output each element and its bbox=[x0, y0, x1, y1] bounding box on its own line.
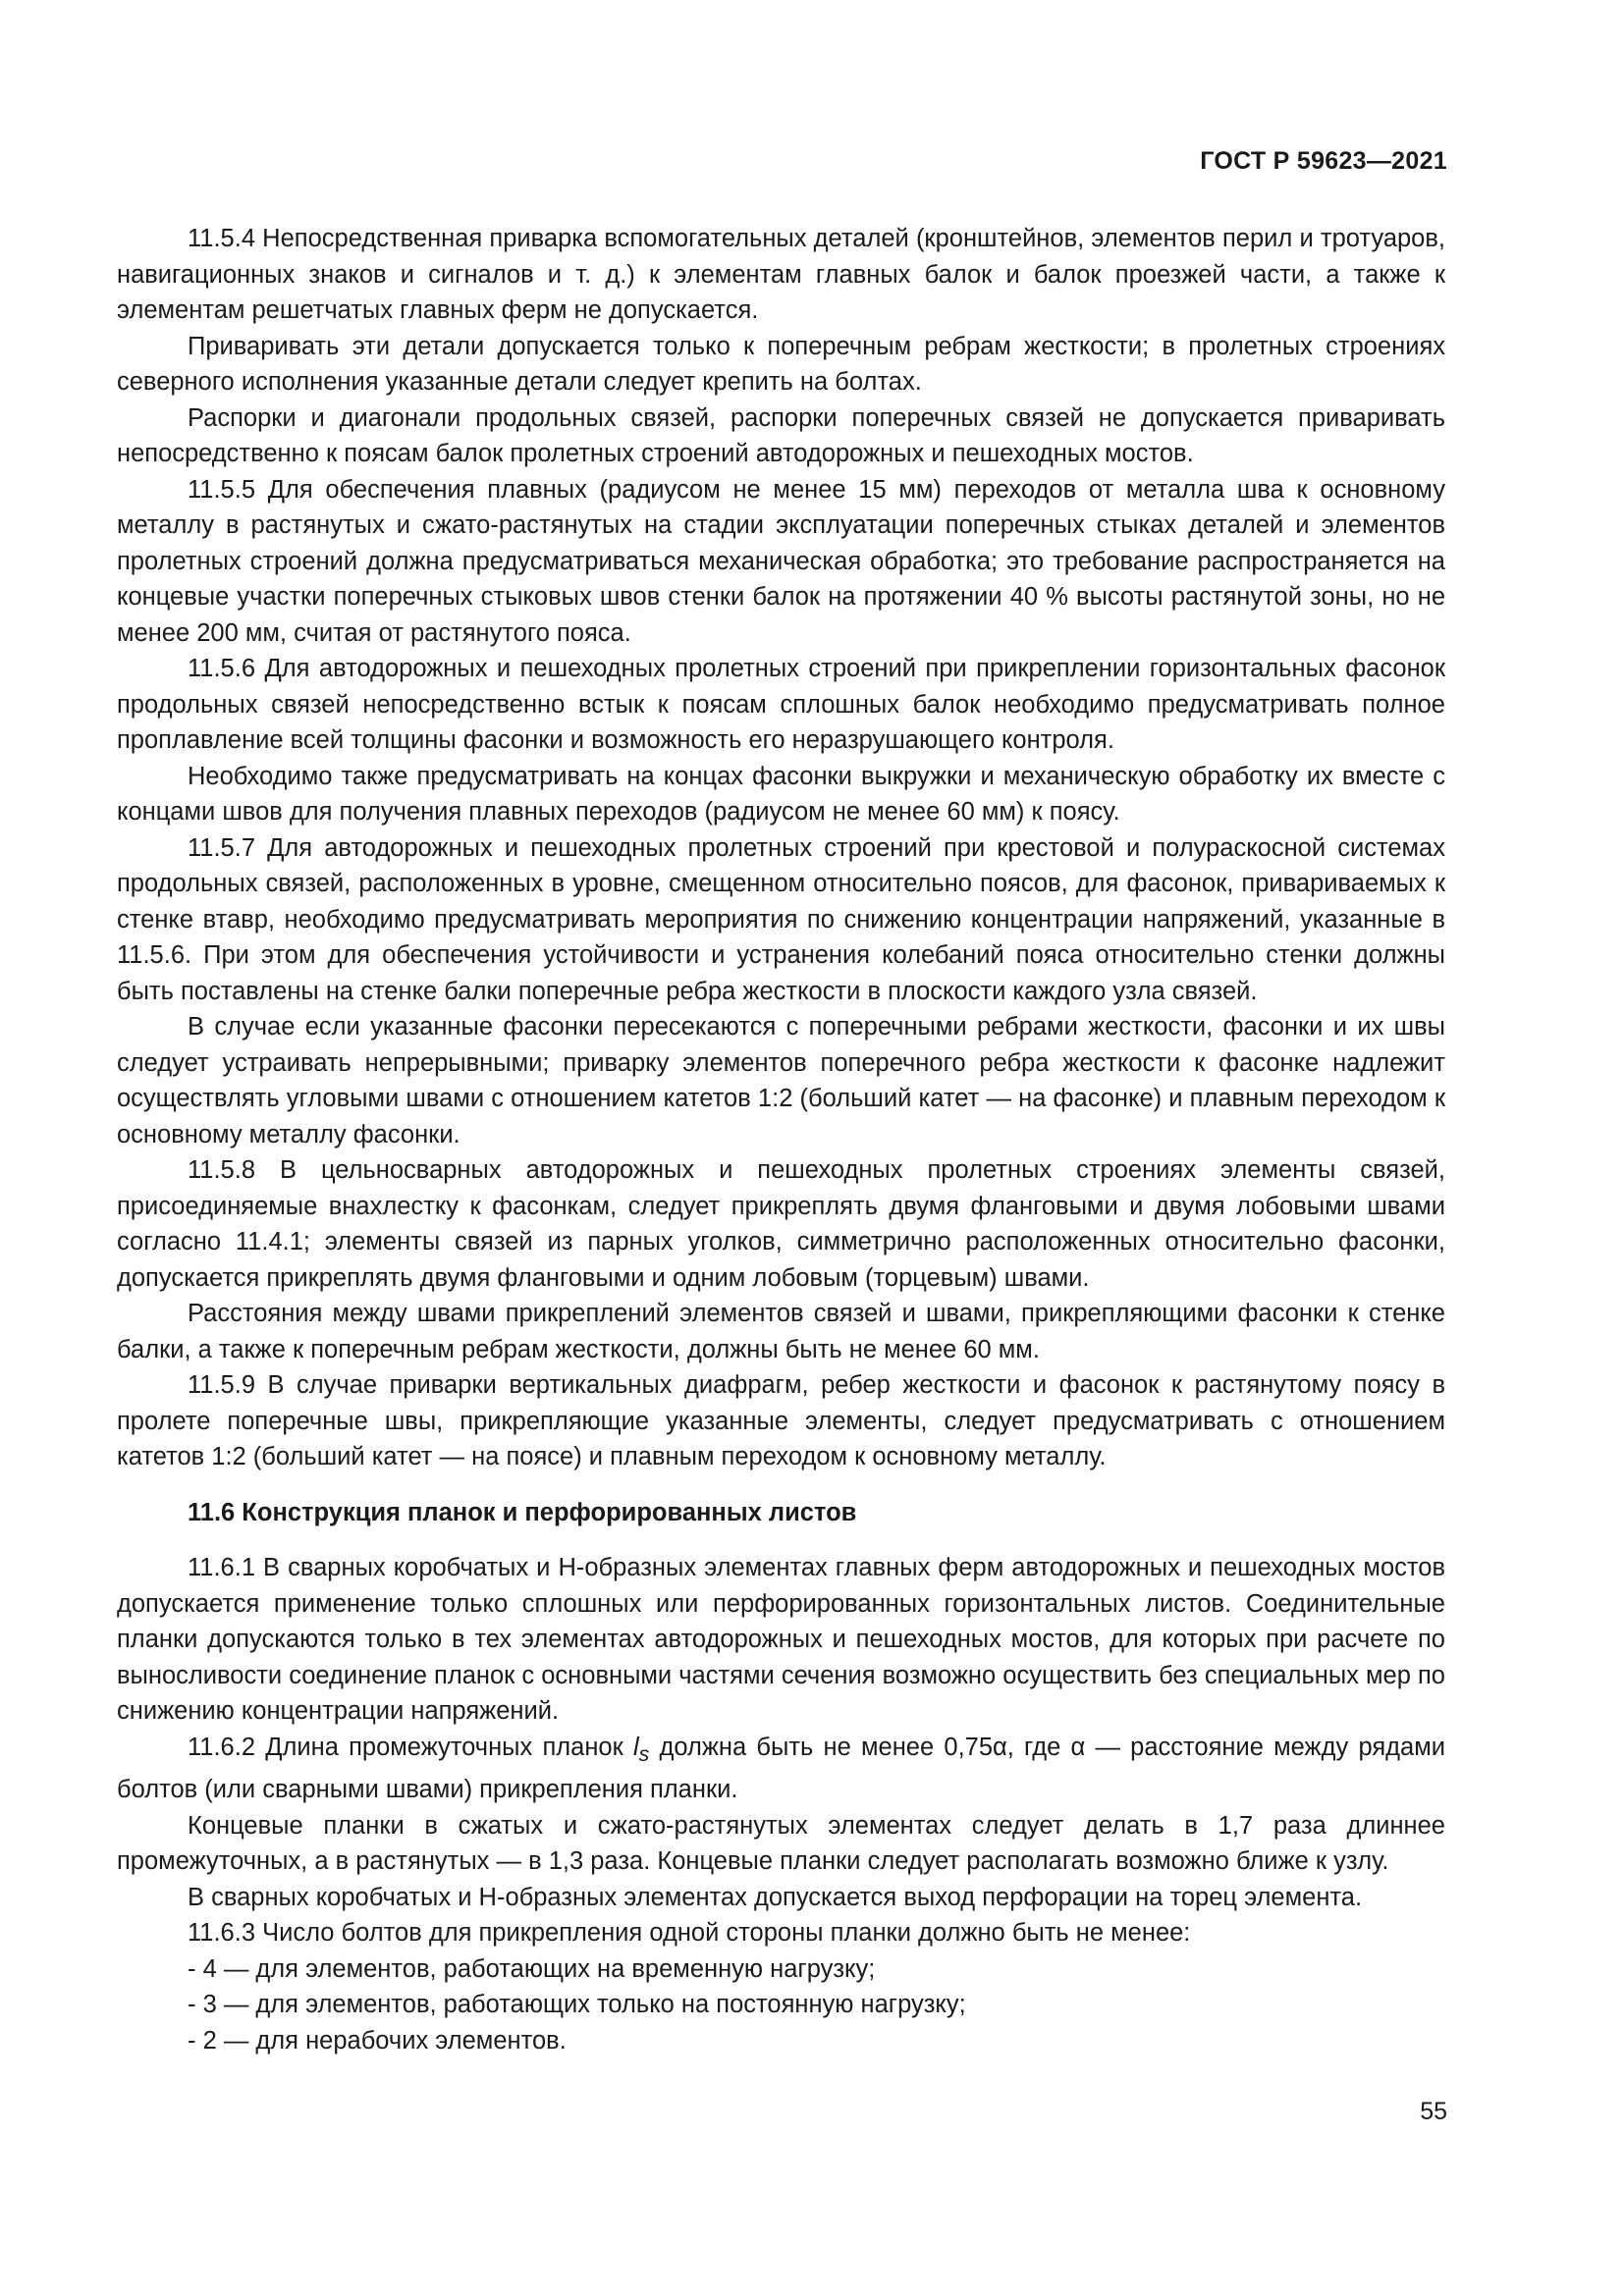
paragraph: Необходимо также предусматривать на концах фасонки выкружки и механическую обработку их вместе с концами швов для получения плавных переходов (радиусом не менее 60 мм) к поясу. bbox=[117, 762, 1445, 826]
paragraph-11-6-2 bbox=[117, 1730, 1445, 1808]
bolt-count-list bbox=[117, 1951, 1445, 2059]
paragraph-11-5-4: 11.5.4 Непосредственная приварка вспомогательных деталей (кронштейнов, элементов перил и тротуаров, навигационных знаков и сигналов и т. д.) к элементам главных балок и балок проезжей части, а также к элементам решетчатых главных ферм не допускается. bbox=[117, 225, 1445, 324]
text-run: должна быть не менее 0,75α, где α — расстояние между рядами болтов (или сварными швами) прикрепления планки. bbox=[117, 1733, 1446, 1804]
paragraph-11-6-1: 11.6.1 В сварных коробчатых и Н-образных элементах главных ферм автодорожных и пешеходных мостов допускается применение только сплошных или перфорированных горизонтальных листов. Соединительные планки допускаются только в тех элементах автодорожных и пешеходных мостов, для которых при расчете по выносливости соединение планок с основными частями сечения возможно осуществить без специальных мер по снижению концентрации напряжений. bbox=[117, 1554, 1445, 1725]
paragraph: Расстояния между швами прикреплений элементов связей и швами, прикрепляющими фасонки к стенке балки, а также к поперечным ребрам жесткости, должны быть не менее 60 мм. bbox=[117, 1300, 1445, 1363]
paragraph-11-5-8: 11.5.8 В цельносварных автодорожных и пешеходных пролетных строениях элементы связей, присоединяемые внахлестку к фасонкам, следует прикреплять двумя фланговыми и двумя лобовыми швами согласно 11.4.1; элементы связей из парных уголков, симметрично расположенных относительно фасонки, допускается прикреплять двумя фланговыми и одним лобовым (торцевым) швами. bbox=[117, 1156, 1445, 1292]
variable-subscript: s bbox=[638, 1741, 650, 1766]
page-number: 55 bbox=[1420, 2098, 1447, 2125]
document-id-header: ГОСТ Р 59623—2021 bbox=[1200, 147, 1447, 175]
paragraph: Распорки и диагонали продольных связей, распорки поперечных связей не допускается приваривать непосредственно к поясам балок пролетных строений автодорожных и пешеходных мостов. bbox=[117, 403, 1445, 467]
section-heading-11-6: 11.6 Конструкция планок и перфорированных листов bbox=[188, 1498, 857, 1526]
paragraph: В случае если указанные фасонки пересекаются с поперечными ребрами жесткости, фасонки и их швы следует устраивать непрерывными; приварку элементов поперечного ребра жесткости к фасонке надлежит осуществлять угловыми швами с отношением катетов 1:2 (больший катет — на фасонке) и плавным переходом к основному металлу фасонки. bbox=[117, 1013, 1445, 1148]
document-body bbox=[117, 221, 1445, 2058]
paragraph: Концевые планки в сжатых и сжато-растянутых элементах следует делать в 1,7 раза длиннее промежуточных, а в растянутых — в 1,3 раза. Концевые планки следует располагать возможно ближе к узлу. bbox=[117, 1811, 1445, 1876]
paragraph-11-5-7: 11.5.7 Для автодорожных и пешеходных пролетных строений при крестовой и полураскосной системах продольных связей, расположенных в уровне, смещенном относительно поясов, для фасонок, привариваемых к стенке втавр, необходимо предусматривать мероприятия по снижению концентрации напряжений, указанные в 11.5.6. При этом для обеспечения устойчивости и устранения колебаний пояса относительно стенки должны быть поставлены на стенке балки поперечные ребра жесткости в плоскости каждого узла связей. bbox=[117, 833, 1445, 1005]
paragraph-11-5-6: 11.5.6 Для автодорожных и пешеходных пролетных строений при прикреплении горизонтальных фасонок продольных связей непосредственно встык к поясам сплошных балок необходимо предусматривать полное проплавление всей толщины фасонки и возможность его неразрушающего контроля. bbox=[117, 655, 1445, 754]
paragraph-11-5-9: 11.5.9 В случае приварки вертикальных диафрагм, ребер жесткости и фасонок к растянутому поясу в пролете поперечные швы, прикрепляющие указанные элементы, следует предусматривать с отношением катетов 1:2 (больший катет — на поясе) и плавным переходом к основному металлу. bbox=[117, 1371, 1445, 1470]
paragraph-11-5-5: 11.5.5 Для обеспечения плавных (радиусом не менее 15 мм) переходов от металла шва к основному металлу в растянутых и сжато-растянутых на стадии эксплуатации поперечных стыках деталей и элементов пролетных строений должна предусматриваться механическая обработка; это требование распространяется на концевые участки поперечных стыковых швов стенки балок на протяжении 40 % высоты растянутой зоны, но не менее 200 мм, считая от растянутого пояса. bbox=[117, 475, 1445, 647]
paragraph-11-6-3: 11.6.3 Число болтов для прикрепления одной стороны планки должно быть не менее: bbox=[188, 1919, 1191, 1948]
list-item: - 4 — для элементов, работающих на временную нагрузку; bbox=[188, 1954, 876, 1983]
variable-l: l bbox=[632, 1733, 639, 1761]
paragraph: Приваривать эти детали допускается только к поперечным ребрам жесткости; в пролетных строениях северного исполнения указанные детали следует крепить на болтах. bbox=[117, 332, 1445, 396]
text-run: 11.6.2 Длина промежуточных планок bbox=[188, 1733, 633, 1761]
paragraph: В сварных коробчатых и Н-образных элементах допускается выход перфорации на торец элемента. bbox=[188, 1883, 1363, 1911]
list-item: - 3 — для элементов, работающих только на постоянную нагрузку; bbox=[188, 1991, 966, 2019]
list-item: - 2 — для нерабочих элементов. bbox=[188, 2026, 567, 2055]
